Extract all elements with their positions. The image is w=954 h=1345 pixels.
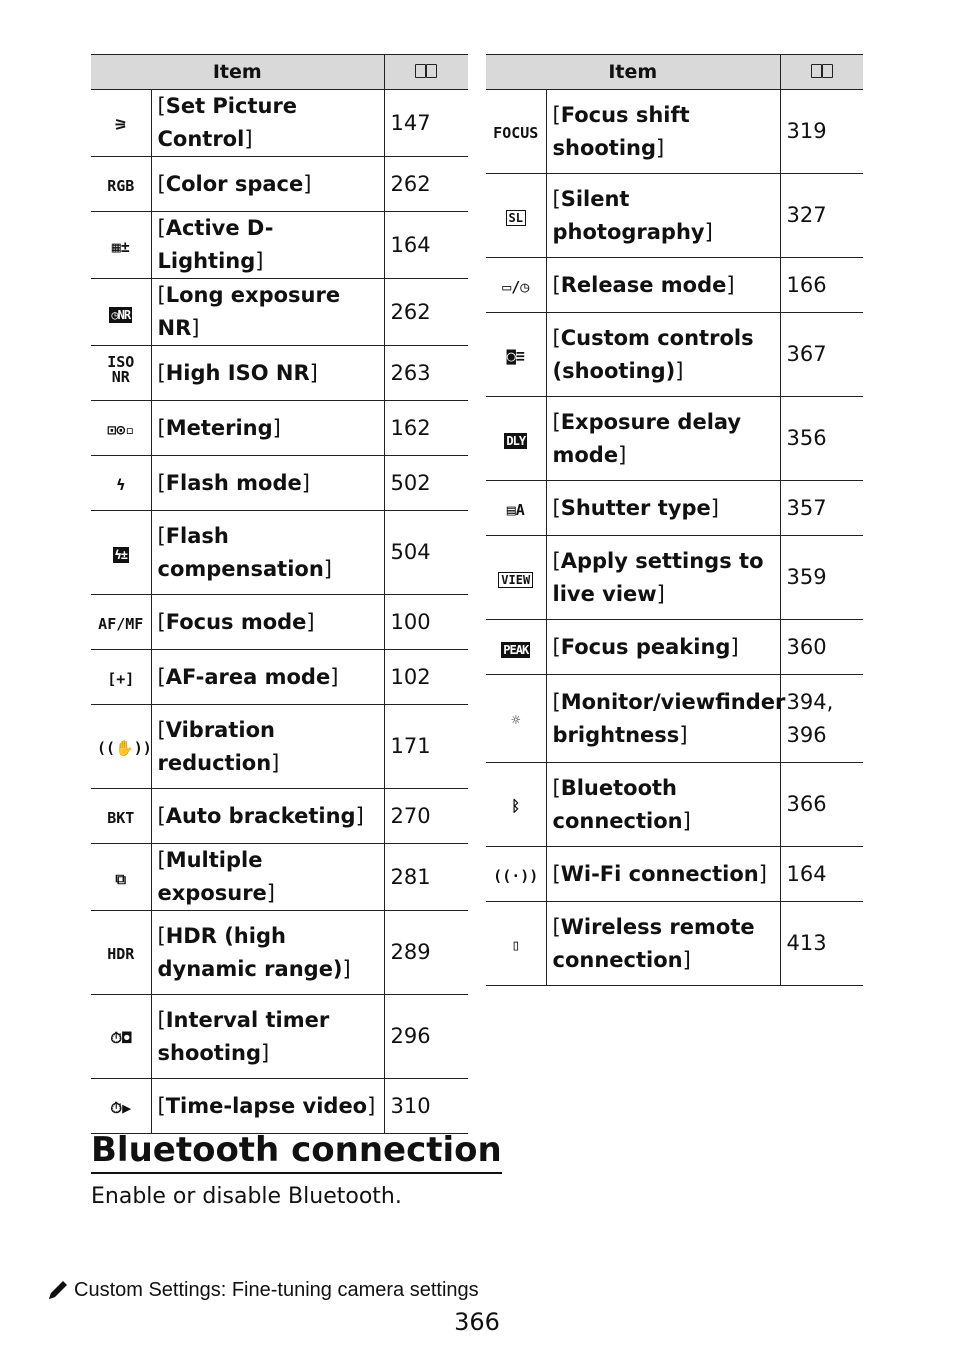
bluetooth-icon: ᛒ	[511, 797, 521, 815]
row-icon-cell	[486, 90, 546, 174]
table-row	[486, 763, 863, 847]
pencil-icon	[46, 1278, 70, 1302]
setting-name-label: Wireless remote connection	[552, 914, 755, 972]
row-icon-cell	[91, 995, 151, 1079]
setting-name: [Active D-Lighting]	[151, 212, 384, 279]
setting-name-label: Silent photography	[552, 186, 705, 244]
setting-name-label: Bluetooth connection	[552, 775, 683, 833]
table-row	[91, 346, 468, 401]
setting-name-label: Flash compensation	[157, 523, 324, 581]
row-icon-cell	[486, 675, 546, 763]
setting-name-label: Flash mode	[165, 470, 302, 495]
table-row	[91, 595, 468, 650]
row-icon-cell	[486, 481, 546, 536]
settings-table-right	[486, 54, 863, 986]
setting-name: [Focus mode]	[151, 595, 384, 650]
wireless-remote-icon: ▯	[511, 936, 521, 954]
active-d-lighting-icon: ▦±	[111, 237, 130, 256]
rgb-icon: RGB	[107, 176, 135, 195]
row-icon-cell	[91, 157, 151, 212]
setting-name: [Set Picture Control]	[151, 90, 384, 157]
setting-name-label: Multiple exposure	[157, 848, 267, 905]
table-row	[91, 511, 468, 595]
section-title: Bluetooth connection	[91, 1128, 502, 1174]
setting-name: [Time-lapse video]	[151, 1079, 384, 1134]
time-lapse-icon: ⏱▶	[110, 1098, 132, 1117]
page-reference[interactable]: 296	[384, 995, 468, 1079]
setting-name: [Apply settings to live view]	[546, 536, 780, 620]
row-icon-cell	[486, 258, 546, 313]
flash-icon: ϟ	[116, 475, 126, 494]
setting-name-label: Custom controls (shooting)	[552, 325, 754, 383]
focus-shift-icon: FOCUS	[493, 124, 539, 142]
page-reference[interactable]: 289	[384, 911, 468, 995]
page-reference[interactable]: 413	[780, 902, 863, 986]
table-row	[486, 397, 863, 481]
row-icon-cell	[91, 346, 151, 401]
page-reference[interactable]: 281	[384, 844, 468, 911]
table-row	[91, 90, 468, 157]
row-icon-cell	[91, 511, 151, 595]
setting-name-label: Exposure delay mode	[552, 409, 742, 467]
setting-name: [Bluetooth connection]	[546, 763, 780, 847]
page-reference[interactable]: 327	[780, 174, 863, 258]
setting-name: [Wireless remote connection]	[546, 902, 780, 986]
table-row	[486, 620, 863, 675]
table-row	[91, 911, 468, 995]
page-reference[interactable]: 366	[780, 763, 863, 847]
custom-controls-icon: ◙≡	[506, 347, 525, 365]
shutter-type-icon: ▤A	[506, 500, 525, 519]
page-reference[interactable]: 504	[384, 511, 468, 595]
setting-name-label: Time-lapse video	[165, 1093, 368, 1118]
table-row	[91, 401, 468, 456]
table-row	[91, 705, 468, 789]
page-reference[interactable]: 360	[780, 620, 863, 675]
page-reference[interactable]: 394, 396	[780, 675, 863, 763]
page-reference[interactable]: 367	[780, 313, 863, 397]
setting-name: [Silent photography]	[546, 174, 780, 258]
setting-name-label: Metering	[165, 415, 273, 440]
setting-name-label: Vibration reduction	[157, 717, 275, 775]
setting-name: [Shutter type]	[546, 481, 780, 536]
wifi-icon: ((·))	[493, 866, 539, 885]
table-row	[486, 258, 863, 313]
page-reference[interactable]: 166	[780, 258, 863, 313]
silent-photography-icon: SL	[506, 210, 526, 226]
setting-name-label: High ISO NR	[165, 360, 310, 385]
setting-name-label: AF-area mode	[165, 664, 331, 689]
table-row	[486, 313, 863, 397]
page-reference[interactable]: 262	[384, 157, 468, 212]
page-reference[interactable]: 270	[384, 789, 468, 844]
book-icon	[415, 63, 437, 78]
setting-name: [Auto bracketing]	[151, 789, 384, 844]
setting-name-label: Auto bracketing	[165, 803, 356, 828]
long-exposure-nr-icon: ◷NR	[111, 307, 131, 322]
setting-name-label: Wi-Fi connection	[560, 861, 759, 886]
setting-name: [AF-area mode]	[151, 650, 384, 705]
setting-name: [Custom controls (shooting)]	[546, 313, 780, 397]
setting-name-label: Monitor/viewfinder brightness	[552, 689, 786, 747]
table-row	[91, 650, 468, 705]
row-icon-cell	[91, 401, 151, 456]
row-icon-cell	[486, 620, 546, 675]
page-reference[interactable]: 356	[780, 397, 863, 481]
setting-name: [Focus shift shooting]	[546, 90, 780, 174]
high-iso-nr-icon: ISO NR	[107, 352, 135, 386]
page-reference[interactable]: 171	[384, 705, 468, 789]
table-header-row	[486, 55, 863, 90]
row-icon-cell	[91, 705, 151, 789]
setting-name: [Release mode]	[546, 258, 780, 313]
row-icon-cell	[91, 595, 151, 650]
page-reference[interactable]: 100	[384, 595, 468, 650]
page-reference[interactable]: 102	[384, 650, 468, 705]
footer-text: Custom Settings: Fine-tuning camera settings	[74, 1278, 479, 1301]
table-row	[91, 456, 468, 511]
row-icon-cell	[91, 279, 151, 346]
hdr-icon: HDR	[107, 945, 135, 963]
page-reference[interactable]: 310	[384, 1079, 468, 1134]
row-icon-cell	[91, 650, 151, 705]
table-row	[486, 536, 863, 620]
row-icon-cell	[486, 536, 546, 620]
footer-breadcrumb[interactable]	[46, 1278, 479, 1302]
setting-name: [Flash compensation]	[151, 511, 384, 595]
setting-name: [Monitor/viewfinder brightness]	[546, 675, 780, 763]
settings-table-left	[91, 54, 468, 1134]
table-row	[486, 481, 863, 536]
table-row	[91, 995, 468, 1079]
setting-name: [Focus peaking]	[546, 620, 780, 675]
page-reference[interactable]: 319	[780, 90, 863, 174]
setting-name: [HDR (high dynamic range)]	[151, 911, 384, 995]
table-row	[486, 90, 863, 174]
row-icon-cell	[91, 90, 151, 157]
page-reference[interactable]: 164	[384, 212, 468, 279]
column-header-page	[780, 55, 863, 90]
table-row	[486, 902, 863, 986]
column-header-item: Item	[91, 55, 384, 90]
setting-name-label: Long exposure NR	[157, 283, 341, 340]
table-row	[91, 212, 468, 279]
bracketing-icon: BKT	[107, 808, 135, 827]
table-row	[91, 844, 468, 911]
setting-name-label: Color space	[165, 171, 304, 196]
setting-name-label: Focus mode	[165, 609, 307, 634]
column-header-item: Item	[486, 55, 780, 90]
page-reference[interactable]: 147	[384, 90, 468, 157]
setting-name: [Exposure delay mode]	[546, 397, 780, 481]
page-reference[interactable]: 502	[384, 456, 468, 511]
setting-name: [Multiple exposure]	[151, 844, 384, 911]
column-header-page	[384, 55, 468, 90]
metering-icon: ⊡⊙▫	[107, 420, 135, 439]
vibration-reduction-icon: ((✋))	[97, 739, 152, 757]
setting-name: [Interval timer shooting]	[151, 995, 384, 1079]
page-reference[interactable]: 263	[384, 346, 468, 401]
page-reference[interactable]: 359	[780, 536, 863, 620]
setting-name: [Vibration reduction]	[151, 705, 384, 789]
live-view-icon: VIEW	[498, 572, 533, 588]
setting-name: [Metering]	[151, 401, 384, 456]
table-row	[486, 675, 863, 763]
row-icon-cell	[486, 313, 546, 397]
multiple-exposure-icon: ⧉	[115, 869, 127, 888]
page-reference[interactable]: 162	[384, 401, 468, 456]
setting-name-label: Focus shift shooting	[552, 102, 690, 160]
af-area-icon: [+]	[107, 669, 135, 688]
row-icon-cell	[91, 911, 151, 995]
section-description: Enable or disable Bluetooth.	[91, 1184, 402, 1209]
setting-name-label: Apply settings to live view	[552, 548, 764, 606]
table-row	[91, 157, 468, 212]
setting-name: [Long exposure NR]	[151, 279, 384, 346]
setting-name: [High ISO NR]	[151, 346, 384, 401]
row-icon-cell	[91, 212, 151, 279]
table-row	[486, 847, 863, 902]
table-row	[486, 174, 863, 258]
setting-name: [Flash mode]	[151, 456, 384, 511]
setting-name-label: Active D-Lighting	[157, 216, 274, 273]
setting-name-label: Set Picture Control	[157, 94, 298, 151]
setting-name: [Color space]	[151, 157, 384, 212]
setting-name-label: Release mode	[560, 272, 727, 297]
interval-timer-icon: ⏱◘	[110, 1029, 132, 1047]
row-icon-cell	[91, 456, 151, 511]
row-icon-cell	[91, 844, 151, 911]
page-number: 366	[454, 1308, 500, 1336]
setting-name-label: Focus peaking	[560, 634, 731, 659]
row-icon-cell	[91, 789, 151, 844]
table-header-row	[91, 55, 468, 90]
page-reference[interactable]: 357	[780, 481, 863, 536]
table-row	[91, 789, 468, 844]
row-icon-cell	[486, 174, 546, 258]
setting-name: [Wi-Fi connection]	[546, 847, 780, 902]
picture-control-icon: ⚞	[114, 115, 128, 134]
flash-compensation-icon: ϟ±	[114, 548, 127, 562]
table-row	[91, 1079, 468, 1134]
page-reference[interactable]: 262	[384, 279, 468, 346]
row-icon-cell	[486, 763, 546, 847]
af-mf-icon: AF/MF	[98, 614, 144, 633]
focus-peaking-icon: PEAK	[503, 642, 529, 657]
setting-name-label: Interval timer shooting	[157, 1007, 330, 1065]
release-mode-icon: ▭/◷	[502, 277, 530, 296]
row-icon-cell	[486, 397, 546, 481]
row-icon-cell	[486, 847, 546, 902]
row-icon-cell	[486, 902, 546, 986]
book-icon	[811, 63, 833, 78]
exposure-delay-icon: DLY	[506, 434, 526, 448]
page-reference[interactable]: 164	[780, 847, 863, 902]
brightness-icon: ☼	[511, 711, 521, 729]
row-icon-cell	[91, 1079, 151, 1134]
setting-name-label: HDR (high dynamic range)	[157, 923, 343, 981]
setting-name-label: Shutter type	[560, 495, 711, 520]
table-row	[91, 279, 468, 346]
